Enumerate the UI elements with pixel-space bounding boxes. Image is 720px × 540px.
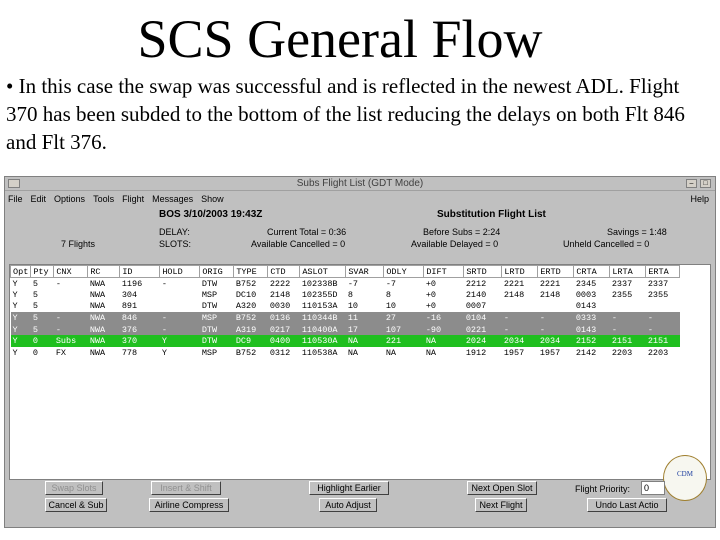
button-row-1 (5, 481, 716, 497)
table-cell: 5 (32, 289, 38, 300)
table-row[interactable] (11, 347, 680, 359)
col-header-erta[interactable]: ERTA (646, 266, 680, 278)
table-cell: Y (160, 335, 200, 347)
table-cell (646, 301, 680, 313)
table-cell: 5 (32, 278, 38, 289)
flights-count: 7 Flights (61, 239, 96, 249)
table-row[interactable] (11, 278, 680, 290)
table-cell: Y (161, 347, 167, 358)
table-cell: NA (385, 347, 397, 358)
table-cell: 2024 (464, 335, 502, 347)
menu-flight[interactable]: Flight (122, 193, 145, 204)
table-cell: Y (11, 324, 31, 336)
table-cell: 10 (347, 301, 359, 312)
col-header-id[interactable]: ID (120, 266, 160, 278)
table-cell: 102355D (301, 289, 338, 300)
table-cell: 778 (121, 347, 138, 358)
table-cell: 221 (384, 335, 424, 347)
col-header-opt[interactable]: Opt (11, 266, 31, 278)
table-cell: Y (12, 301, 18, 312)
table-cell: 2142 (575, 347, 597, 358)
table-cell: FX (55, 347, 67, 358)
col-header-ertd[interactable]: ERTD (538, 266, 574, 278)
table-cell: 110400A (300, 324, 346, 336)
col-header-rc[interactable]: RC (88, 266, 120, 278)
table-cell: MSP (201, 347, 218, 358)
table-cell: 0217 (268, 324, 300, 336)
table-cell: Y (11, 335, 31, 347)
table-cell: NWA (89, 289, 106, 300)
table-cell: -7 (347, 278, 359, 289)
table-cell: 846 (120, 312, 160, 324)
col-header-dift[interactable]: DIFT (424, 266, 464, 278)
table-cell (538, 301, 574, 313)
table-cell: DTW (201, 278, 218, 289)
table-cell: 2148 (269, 289, 291, 300)
window-titlebar[interactable] (5, 177, 715, 191)
menu-show[interactable]: Show (201, 193, 224, 204)
table-cell: - (538, 312, 574, 324)
table-cell: 2212 (465, 278, 487, 289)
table-cell: 0143 (574, 324, 610, 336)
col-header-aslot[interactable]: ASLOT (300, 266, 346, 278)
table-cell: - (54, 312, 88, 324)
table-cell: 2148 (503, 289, 525, 300)
table-cell: 110538A (301, 347, 338, 358)
table-cell: 10 (385, 301, 397, 312)
flight-table (10, 265, 680, 359)
table-cell: 1957 (503, 347, 525, 358)
table-cell: 304 (121, 289, 138, 300)
table-cell: B752 (235, 347, 257, 358)
table-cell: 2140 (465, 289, 487, 300)
delay-label: DELAY: (159, 227, 190, 237)
window-title: Subs Flight List (GDT Mode) (296, 178, 424, 189)
col-header-lrta[interactable]: LRTA (610, 266, 646, 278)
table-cell: 2151 (610, 335, 646, 347)
table-cell: 2337 (611, 278, 633, 289)
table-cell: NA (346, 335, 384, 347)
table-cell: B752 (235, 278, 257, 289)
table-cell: 0007 (465, 301, 487, 312)
available-delayed: Available Delayed = 0 (411, 239, 499, 249)
table-cell (54, 301, 88, 313)
table-cell: 0 (32, 347, 38, 358)
table-cell (610, 301, 646, 313)
table-cell: -16 (424, 312, 464, 324)
slide-body-text: • In this case the swap was successful and is reflected in the newest ADL. Flight 370 has been subded to the bottom of the list reducing the delays on both Flt 846 and Flt 376. (6, 74, 685, 154)
table-cell: 2222 (269, 278, 291, 289)
airline-compress-button[interactable]: Airline Compress (149, 498, 229, 512)
table-cell: - (160, 312, 200, 324)
airport-date: BOS 3/10/2003 19:43Z (159, 209, 263, 220)
table-cell: Y (12, 347, 18, 358)
current-total: Current Total = 0:36 (267, 227, 347, 237)
button-row-2 (5, 498, 716, 514)
table-cell: 0003 (575, 289, 597, 300)
table-cell: NA (347, 347, 359, 358)
table-cell: Y (11, 312, 31, 324)
menu-file[interactable]: File (8, 193, 23, 204)
slide-title: SCS General Flow (137, 9, 543, 69)
table-header-row (11, 266, 680, 278)
table-cell: 0104 (464, 312, 502, 324)
table-cell: 5 (32, 301, 38, 312)
table-cell: - (161, 278, 167, 289)
table-cell: 8 (385, 289, 391, 300)
list-title: Substitution Flight List (437, 209, 546, 220)
table-cell: DTW (200, 335, 234, 347)
flight-priority-label: Flight Priority: (575, 484, 631, 494)
col-header-svar[interactable]: SVAR (346, 266, 384, 278)
flight-priority-field[interactable]: 0 (641, 481, 665, 495)
table-cell: 8 (347, 289, 353, 300)
col-header-ctd[interactable]: CTD (268, 266, 300, 278)
table-cell: Y (12, 278, 18, 289)
table-cell: 0 (31, 335, 54, 347)
table-cell: 107 (384, 324, 424, 336)
highlight-earlier-button[interactable]: Highlight Earlier (309, 481, 389, 495)
table-cell: NWA (88, 324, 120, 336)
next-flight-button[interactable]: Next Flight (475, 498, 527, 512)
table-cell: -7 (385, 278, 397, 289)
table-cell: 5 (31, 324, 54, 336)
table-cell: 891 (121, 301, 138, 312)
table-cell: 2345 (575, 278, 597, 289)
col-header-orig[interactable]: ORIG (200, 266, 234, 278)
table-cell: 370 (120, 335, 160, 347)
table-row[interactable] (11, 324, 680, 336)
table-cell: Y (12, 289, 18, 300)
menu-options[interactable]: Options (54, 193, 86, 204)
table-cell: Subs (54, 335, 88, 347)
slots-label: SLOTS: (159, 239, 192, 249)
table-cell: DTW (201, 301, 218, 312)
table-row[interactable] (11, 289, 680, 301)
savings: Savings = 1:48 (607, 227, 667, 237)
table-row[interactable] (11, 301, 680, 313)
table-cell: 2034 (538, 335, 574, 347)
table-cell: 2203 (611, 347, 633, 358)
menu-messages[interactable]: Messages (152, 193, 194, 204)
table-cell: -90 (424, 324, 464, 336)
table-cell: 1196 (121, 278, 143, 289)
col-header-pty[interactable]: Pty (31, 266, 54, 278)
table-cell: 2355 (611, 289, 633, 300)
table-cell: 376 (120, 324, 160, 336)
insert-shift-button[interactable]: Insert & Shift (151, 481, 221, 495)
maximize-icon[interactable]: □ (700, 179, 711, 188)
table-cell: 2221 (539, 278, 561, 289)
table-cell: - (54, 324, 88, 336)
table-cell: - (160, 324, 200, 336)
available-cancelled: Available Cancelled = 0 (251, 239, 346, 249)
table-cell: 110530A (300, 335, 346, 347)
table-cell: MSP (200, 312, 234, 324)
menu-bar (5, 191, 715, 206)
table-cell: +0 (425, 289, 437, 300)
table-cell: DC9 (234, 335, 268, 347)
col-header-hold[interactable]: HOLD (160, 266, 200, 278)
table-cell: 5 (31, 312, 54, 324)
before-subs: Before Subs = 2:24 (423, 227, 501, 237)
menu-tools[interactable]: Tools (93, 193, 115, 204)
table-cell: NWA (89, 301, 106, 312)
table-cell: NA (425, 347, 437, 358)
minimize-icon[interactable]: – (686, 179, 697, 188)
table-cell: MSP (201, 289, 218, 300)
col-header-cnx[interactable]: CNX (54, 266, 88, 278)
table-cell (160, 289, 200, 301)
menu-help[interactable]: Help (690, 193, 709, 204)
table-cell: 1957 (539, 347, 561, 358)
unheld-cancelled: Unheld Cancelled = 0 (563, 239, 650, 249)
table-cell: 0400 (268, 335, 300, 347)
table-cell: 17 (346, 324, 384, 336)
table-cell: - (502, 312, 538, 324)
col-header-type[interactable]: TYPE (234, 266, 268, 278)
table-cell: - (55, 278, 61, 289)
table-cell: 0143 (575, 301, 597, 312)
cancel-sub-button[interactable]: Cancel & Sub (45, 498, 107, 512)
table-cell: A320 (235, 301, 257, 312)
table-cell: NWA (89, 347, 106, 358)
subs-flight-list-window (4, 176, 716, 528)
table-cell: DTW (200, 324, 234, 336)
table-cell: 2221 (503, 278, 525, 289)
cdm-logo-text: CDM (677, 470, 693, 478)
table-cell: 0030 (269, 301, 291, 312)
table-cell: NWA (89, 278, 106, 289)
table-cell: 2337 (647, 278, 669, 289)
table-cell: 0136 (268, 312, 300, 324)
next-open-slot-button[interactable]: Next Open Slot (467, 481, 537, 495)
undo-last-action-button[interactable]: Undo Last Actio (587, 498, 667, 512)
table-cell: 2152 (574, 335, 610, 347)
table-cell: DC10 (235, 289, 257, 300)
table-cell: 0221 (464, 324, 502, 336)
flight-table-body (11, 278, 680, 359)
auto-adjust-button[interactable]: Auto Adjust (319, 498, 377, 512)
table-cell (54, 289, 88, 301)
table-cell: 11 (346, 312, 384, 324)
table-cell: NWA (88, 312, 120, 324)
table-cell: 2151 (646, 335, 680, 347)
table-cell: - (610, 312, 646, 324)
table-cell: 110344B (300, 312, 346, 324)
table-row[interactable] (11, 312, 680, 324)
table-cell: NWA (88, 335, 120, 347)
table-cell: - (610, 324, 646, 336)
col-header-srtd[interactable]: SRTD (464, 266, 502, 278)
table-cell: - (538, 324, 574, 336)
col-header-lrtd[interactable]: LRTD (502, 266, 538, 278)
table-cell: 0312 (269, 347, 291, 358)
col-header-crta[interactable]: CRTA (574, 266, 610, 278)
table-cell: - (646, 324, 680, 336)
table-cell: 2355 (647, 289, 669, 300)
table-cell: +0 (425, 278, 437, 289)
table-cell: 110153A (301, 301, 338, 312)
table-row[interactable] (11, 335, 680, 347)
info-panel (5, 206, 715, 266)
table-cell (502, 301, 538, 313)
col-header-odly[interactable]: ODLY (384, 266, 424, 278)
table-cell: 102338B (301, 278, 338, 289)
swap-slots-button[interactable]: Swap Slots (45, 481, 103, 495)
table-cell: - (502, 324, 538, 336)
table-cell: NA (424, 335, 464, 347)
flight-table-panel[interactable] (9, 264, 711, 480)
table-cell: 27 (384, 312, 424, 324)
table-cell: 0333 (574, 312, 610, 324)
table-cell: 2148 (539, 289, 561, 300)
table-cell: - (646, 312, 680, 324)
table-cell: A319 (234, 324, 268, 336)
table-cell: B752 (234, 312, 268, 324)
menu-edit[interactable]: Edit (30, 193, 47, 204)
table-cell: 1912 (465, 347, 487, 358)
table-cell: +0 (425, 301, 437, 312)
table-cell (160, 301, 200, 313)
table-cell: 2034 (502, 335, 538, 347)
table-cell: 2203 (647, 347, 669, 358)
